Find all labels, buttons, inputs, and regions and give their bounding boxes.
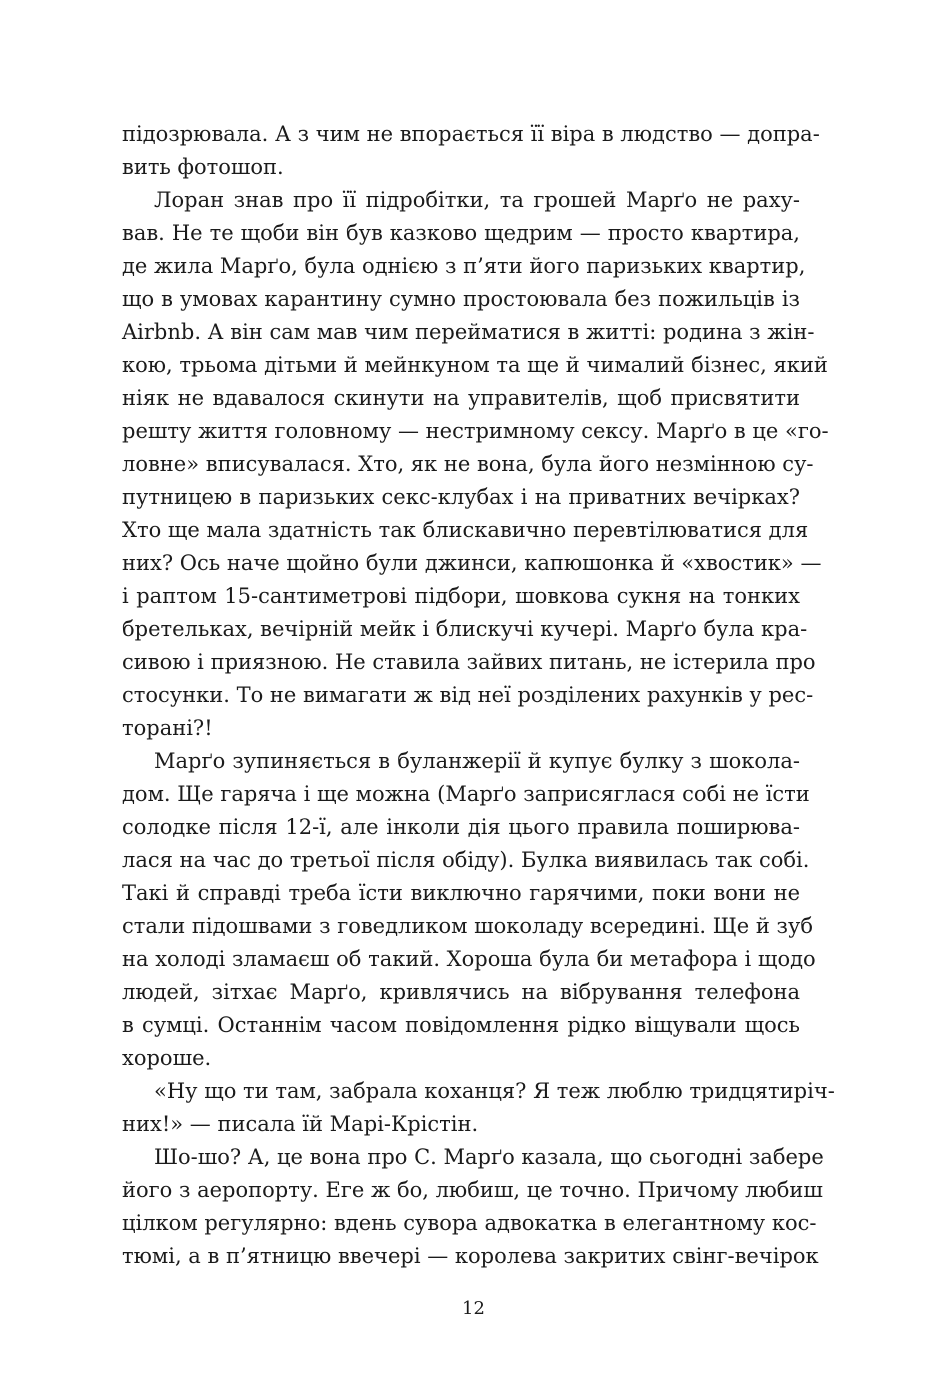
paragraph xyxy=(122,1075,835,1141)
text-line: Шо-шо? А, це вона про С. Марґо казала, що сьогодні забере xyxy=(154,1145,824,1169)
text-line: них!» — писала їй Марі-Крістін. xyxy=(122,1112,479,1136)
page-body xyxy=(122,118,835,1273)
text-line: Airbnb. А він сам мав чим перейматися в житті: родина з жін- xyxy=(122,320,815,344)
text-line: Такі й справді треба їсти виключно гарячими, поки вони не xyxy=(122,881,800,905)
text-line: Лоран знав про її підробітки, та грошей Марґо не раху- xyxy=(154,188,800,212)
text-line: сивою і приязною. Не ставила зайвих питань, не істерила про xyxy=(122,650,816,674)
text-line: хороше. xyxy=(122,1046,212,1070)
page-number: 12 xyxy=(462,1298,485,1319)
text-line: них? Ось наче щойно були джинси, капюшонка й «хвостик» — xyxy=(122,551,822,575)
text-line: стали підошвами з говедликом шоколаду всередині. Ще й зуб xyxy=(122,914,813,938)
text-line: підозрювала. А з чим не впорається її віра в людство — допра- xyxy=(122,122,820,146)
text-line: стосунки. То не вимагати ж від неї розділених рахунків у рес- xyxy=(122,683,814,707)
text-line: його з аеропорту. Еге ж бо, любиш, це точно. Причому любиш xyxy=(122,1178,823,1202)
text-line: кою, трьома дітьми й мейнкуном та ще й чималий бізнес, який xyxy=(122,353,828,377)
text-line: тюмі, а в п’ятницю ввечері — королева закритих свінг-вечірок xyxy=(122,1244,819,1268)
text-line: і раптом 15-сантиметрові підбори, шовкова сукня на тонких xyxy=(122,584,800,608)
paragraph xyxy=(122,184,829,745)
text-line: Марґо зупиняється в буланжерії й купує булку з шокола- xyxy=(154,749,800,773)
text-line: бретельках, вечірній мейк і блискучі кучері. Марґо була кра- xyxy=(122,617,808,641)
text-line: путницею в паризьких секс-клубах і на приватних вечірках? xyxy=(122,485,800,509)
text-line: людей, зітхає Марґо, кривлячись на вібрування телефона xyxy=(122,980,800,1004)
paragraph xyxy=(122,745,816,1075)
text-line: Хто ще мала здатність так блискавично перевтілюватися для xyxy=(122,518,809,542)
text-line: цілком регулярно: вдень сувора адвокатка в елегантному кос- xyxy=(122,1211,817,1235)
text-line: на холоді зламаєш об такий. Хороша була би метафора і щодо xyxy=(122,947,816,971)
text-line: «Ну що ти там, забрала коханця? Я теж люблю тридцятиріч- xyxy=(154,1079,835,1103)
text-line: ніяк не вдавалося скинути на управителів, щоб присвятити xyxy=(122,386,800,410)
text-line: в сумці. Останнім часом повідомлення рідко віщували щось xyxy=(122,1013,800,1037)
text-line: ловне» вписувалася. Хто, як не вона, була його незмінною су- xyxy=(122,452,814,476)
text-line: лася на час до третьої після обіду). Булка виявилась так собі. xyxy=(122,848,810,872)
paragraph xyxy=(122,118,820,184)
text-line: вав. Не те щоби він був казково щедрим — просто квартира, xyxy=(122,221,800,245)
text-line: торані?! xyxy=(122,716,213,740)
text-line: що в умовах карантину сумно простоювала без пожильців із xyxy=(122,287,800,311)
text-line: де жила Марґо, була однією з п’яти його паризьких квартир, xyxy=(122,254,806,278)
text-line: решту життя головному — нестримному сексу. Марґо в це «го- xyxy=(122,419,829,443)
text-line: дом. Ще гаряча і ще можна (Марґо заприсяглася собі не їсти xyxy=(122,782,810,806)
paragraph xyxy=(122,1141,824,1273)
text-line: солодке після 12-ї, але інколи дія цього правила поширюва- xyxy=(122,815,800,839)
text-line: вить фотошоп. xyxy=(122,155,284,179)
